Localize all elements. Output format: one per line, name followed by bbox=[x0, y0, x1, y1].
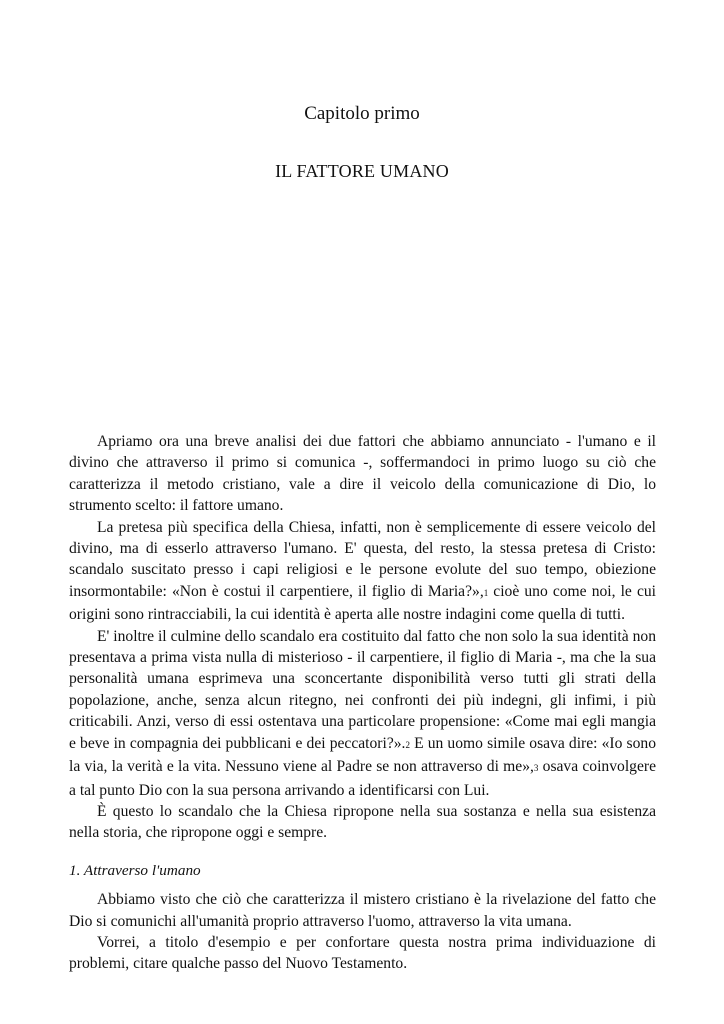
chapter-title: IL FATTORE UMANO bbox=[275, 161, 449, 181]
paragraph: È questo lo scandalo che la Chiesa ripropone nella sua sostanza e nella sua esistenza nella storia, che ripropone oggi e sempre. bbox=[69, 802, 656, 842]
paragraph bbox=[69, 517, 656, 626]
paragraph: Vorrei, a titolo d'esempio e per confortare questa nostra prima individuazione di problemi, citare qualche passo del Nuovo Testamento. bbox=[69, 933, 656, 973]
paragraph: Abbiamo visto che ciò che caratterizza il mistero cristiano è la rivelazione del fatto che Dio si comunichi all'umanità proprio attraverso l'uomo, attraverso la vita umana. bbox=[69, 891, 656, 930]
paragraph-text: E' inoltre il culmine dello scandalo era costituito dal fatto che non solo la sua identità non presentava a prima vista nulla di misterioso - il carpentiere, il figlio di Maria -, ma che la sua personalità umana esprimeva una sconcertante disponibilità verso tutti gli strati della popolazione, anche, senza alcun ritegno, nei confronti dei più indegni, gli infimi, i più criticabili. Anzi, verso di essi ostentava una particolare propensione: «Come mai egli mangia e beve in compagnia dei pubblicani e dei peccatori?». bbox=[69, 627, 656, 752]
section-heading: 1. Attraverso l'umano bbox=[69, 861, 201, 879]
paragraph bbox=[69, 626, 656, 801]
paragraph: Apriamo ora una breve analisi dei due fattori che abbiamo annunciato - l'umano e il divino che attraverso il primo si comunica -, soffermandoci in primo luogo su ciò che caratterizza il metodo cristiano, vale a dire il veicolo della comunicazione di Dio, lo strumento scelto: il fattore umano. bbox=[69, 433, 656, 515]
body-text bbox=[69, 431, 656, 975]
footnote-ref: 3 bbox=[533, 763, 539, 774]
paragraph-text: cioè uno come noi, le cui origini sono rintracciabili, la cui identità è aperta alle nostre indagini come quella di tutti. bbox=[69, 582, 656, 624]
footnote-ref: 1 bbox=[483, 587, 489, 598]
chapter-label: Capitolo primo bbox=[304, 103, 420, 124]
footnote-ref: 2 bbox=[405, 739, 410, 750]
paragraph-text: osava coinvolgere a tal punto Dio con la sua persona arrivando a identificarsi con Lui. bbox=[69, 758, 656, 799]
paragraph-text: E un uomo simile osava dire: «Io sono la via, la verità e la vita. Nessuno viene al Padre se non attraverso di me», bbox=[69, 734, 656, 776]
paragraph-text: La pretesa più specifica della Chiesa, infatti, non è semplicemente di essere veicolo del divino, ma di esserlo attraverso l'umano. E' questa, del resto, la stessa pretesa di Cristo: scandalo suscitato presso i capi religiosi e le persone evolute del suo tempo, obiezione insormontabile: «Non è costui il carpentiere, il figlio di Maria?», bbox=[69, 518, 656, 600]
